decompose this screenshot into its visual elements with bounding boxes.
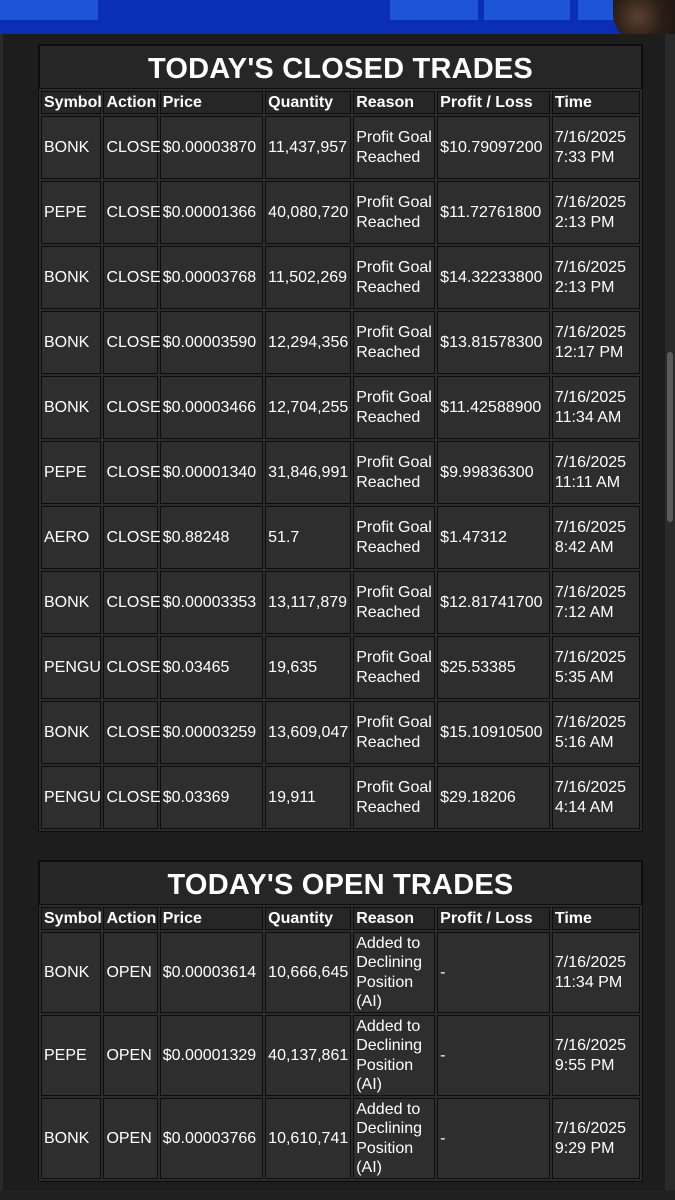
cell-profit-loss: - xyxy=(437,1015,550,1096)
bottom-edge xyxy=(0,1190,675,1200)
cell-price: $0.00003590 xyxy=(160,311,263,374)
cell-time xyxy=(552,311,640,374)
col-header-symbol[interactable]: Symbol xyxy=(41,907,101,930)
cell-action: CLOSE xyxy=(103,441,157,504)
table-row[interactable] xyxy=(41,376,640,439)
cell-quantity: 31,846,991 xyxy=(265,441,351,504)
cell-time xyxy=(552,571,640,634)
col-header-reason[interactable]: Reason xyxy=(353,91,435,114)
cell-time-text: 9:55 PM xyxy=(554,1056,615,1074)
cell-time xyxy=(552,636,640,699)
cell-action: CLOSE xyxy=(103,571,157,634)
cell-symbol: PEPE xyxy=(41,441,101,504)
cell-time-text: 11:34 PM xyxy=(554,973,623,991)
cell-quantity: 12,294,356 xyxy=(265,311,351,374)
cell-quantity: 10,666,645 xyxy=(265,932,351,1013)
cell-time xyxy=(552,376,640,439)
cell-quantity: 19,635 xyxy=(265,636,351,699)
closed-trades-table xyxy=(39,89,642,831)
table-row[interactable] xyxy=(41,1098,640,1179)
col-header-profit-loss[interactable]: Profit / Loss xyxy=(437,91,550,114)
cell-symbol: BONK xyxy=(41,932,101,1013)
cell-time-text: 7:12 AM xyxy=(554,603,614,621)
cell-action: OPEN xyxy=(103,932,157,1013)
cell-time-text: 5:16 AM xyxy=(554,733,614,751)
cell-quantity: 11,437,957 xyxy=(265,116,351,179)
cell-quantity: 13,117,879 xyxy=(265,571,351,634)
cell-price: $0.00003259 xyxy=(160,701,263,764)
cell-time-text: 7:33 PM xyxy=(554,148,615,166)
cell-action: CLOSE xyxy=(103,701,157,764)
col-header-reason[interactable]: Reason xyxy=(353,907,435,930)
nav-tab-2[interactable] xyxy=(390,0,478,20)
cell-date-text: 7/16/2025 xyxy=(554,714,627,731)
cell-symbol: BONK xyxy=(41,1098,101,1179)
cell-profit-loss: $25.53385 xyxy=(437,636,550,699)
cell-price: $0.03369 xyxy=(160,766,263,829)
cell-reason: Profit Goal Reached xyxy=(353,506,435,569)
cell-action: CLOSE xyxy=(103,246,157,309)
cell-quantity: 51.7 xyxy=(265,506,351,569)
cell-reason: Profit Goal Reached xyxy=(353,701,435,764)
table-row[interactable] xyxy=(41,441,640,504)
cell-profit-loss: $9.99836300 xyxy=(437,441,550,504)
cell-reason: Profit Goal Reached xyxy=(353,441,435,504)
cell-action: CLOSE xyxy=(103,181,157,244)
cell-reason: Profit Goal Reached xyxy=(353,116,435,179)
cell-reason: Profit Goal Reached xyxy=(353,571,435,634)
col-header-profit-loss[interactable]: Profit / Loss xyxy=(437,907,550,930)
cell-symbol: PENGU xyxy=(41,636,101,699)
table-row[interactable] xyxy=(41,181,640,244)
cell-action: OPEN xyxy=(103,1015,157,1096)
cell-profit-loss: $14.32233800 xyxy=(437,246,550,309)
col-header-action[interactable]: Action xyxy=(103,907,157,930)
cell-profit-loss: $10.79097200 xyxy=(437,116,550,179)
cell-time xyxy=(552,766,640,829)
scrollbar-track[interactable] xyxy=(665,34,675,1200)
table-row[interactable] xyxy=(41,701,640,764)
cell-symbol: BONK xyxy=(41,116,101,179)
cell-date-text: 7/16/2025 xyxy=(554,779,627,796)
table-row[interactable] xyxy=(41,636,640,699)
cell-action: CLOSE xyxy=(103,506,157,569)
cell-time xyxy=(552,701,640,764)
cell-quantity: 12,704,255 xyxy=(265,376,351,439)
cell-date-text: 7/16/2025 xyxy=(554,519,627,536)
cell-reason: Profit Goal Reached xyxy=(353,246,435,309)
col-header-price[interactable]: Price xyxy=(160,91,263,114)
nav-tab-4[interactable] xyxy=(578,0,614,20)
cell-profit-loss: $13.81578300 xyxy=(437,311,550,374)
cell-symbol: BONK xyxy=(41,571,101,634)
cell-action: CLOSE xyxy=(103,116,157,179)
cell-price: $0.00003353 xyxy=(160,571,263,634)
cell-price: $0.00003766 xyxy=(160,1098,263,1179)
cell-quantity: 11,502,269 xyxy=(265,246,351,309)
cell-date-text: 7/16/2025 xyxy=(554,129,627,146)
cell-time-text: 4:14 AM xyxy=(554,798,614,816)
top-nav-bar xyxy=(0,0,675,34)
table-row[interactable] xyxy=(41,506,640,569)
cell-time-text: 8:42 AM xyxy=(554,538,614,556)
cell-profit-loss: $1.47312 xyxy=(437,506,550,569)
cell-reason: Profit Goal Reached xyxy=(353,311,435,374)
cell-symbol: AERO xyxy=(41,506,101,569)
cell-time-text: 2:13 PM xyxy=(554,278,615,296)
scrollbar-thumb[interactable] xyxy=(667,352,673,522)
table-row[interactable] xyxy=(41,246,640,309)
cell-reason: Profit Goal Reached xyxy=(353,636,435,699)
cell-time xyxy=(552,506,640,569)
cell-time xyxy=(552,181,640,244)
cell-quantity: 13,609,047 xyxy=(265,701,351,764)
cell-reason: Added to Declining Position (AI) xyxy=(353,932,435,1013)
cell-action: CLOSE xyxy=(103,766,157,829)
cell-reason: Profit Goal Reached xyxy=(353,376,435,439)
cell-time xyxy=(552,116,640,179)
cell-profit-loss: $12.81741700 xyxy=(437,571,550,634)
cell-time-text: 11:34 AM xyxy=(554,408,622,426)
cell-date-text: 7/16/2025 xyxy=(554,1120,627,1137)
cell-time-text: 11:11 AM xyxy=(554,473,621,491)
cell-date-text: 7/16/2025 xyxy=(554,324,627,341)
table-header-row xyxy=(41,91,640,114)
col-header-time[interactable]: Time xyxy=(552,907,640,930)
open-trades-table xyxy=(39,905,642,1181)
table-row[interactable] xyxy=(41,116,640,179)
cell-date-text: 7/16/2025 xyxy=(554,259,627,276)
cell-price: $0.88248 xyxy=(160,506,263,569)
cell-price: $0.03465 xyxy=(160,636,263,699)
cell-time-text: 12:17 PM xyxy=(554,343,624,361)
table-row[interactable] xyxy=(41,932,640,1013)
col-header-quantity[interactable]: Quantity xyxy=(265,907,351,930)
nav-tab-3[interactable] xyxy=(484,0,570,20)
cell-price: $0.00001366 xyxy=(160,181,263,244)
cell-quantity: 10,610,741 xyxy=(265,1098,351,1179)
cell-time-text: 2:13 PM xyxy=(554,213,615,231)
cell-symbol: BONK xyxy=(41,311,101,374)
cell-profit-loss: - xyxy=(437,932,550,1013)
cell-symbol: BONK xyxy=(41,701,101,764)
table-row[interactable] xyxy=(41,766,640,829)
cell-date-text: 7/16/2025 xyxy=(554,584,627,601)
cell-price: $0.00003768 xyxy=(160,246,263,309)
cell-date-text: 7/16/2025 xyxy=(554,649,627,666)
open-trades-section xyxy=(38,860,643,1182)
closed-trades-title: TODAY'S CLOSED TRADES xyxy=(39,45,642,89)
cell-symbol: PEPE xyxy=(41,1015,101,1096)
cell-reason: Added to Declining Position (AI) xyxy=(353,1098,435,1179)
open-trades-title: TODAY'S OPEN TRADES xyxy=(39,861,642,905)
cell-profit-loss: $29.18206 xyxy=(437,766,550,829)
cell-time xyxy=(552,246,640,309)
cell-date-text: 7/16/2025 xyxy=(554,454,627,471)
table-row[interactable] xyxy=(41,1015,640,1096)
table-row[interactable] xyxy=(41,571,640,634)
cell-time xyxy=(552,932,640,1013)
cell-time xyxy=(552,1015,640,1096)
cell-action: CLOSE xyxy=(103,311,157,374)
cell-time xyxy=(552,1098,640,1179)
table-row[interactable] xyxy=(41,311,640,374)
cell-price: $0.00003466 xyxy=(160,376,263,439)
cell-quantity: 40,080,720 xyxy=(265,181,351,244)
cell-price: $0.00001340 xyxy=(160,441,263,504)
cell-reason: Profit Goal Reached xyxy=(353,766,435,829)
cell-date-text: 7/16/2025 xyxy=(554,389,627,406)
col-header-quantity[interactable]: Quantity xyxy=(265,91,351,114)
cell-time-text: 5:35 AM xyxy=(554,668,614,686)
cell-time xyxy=(552,441,640,504)
nav-tab-1[interactable] xyxy=(0,0,98,20)
cell-action: CLOSE xyxy=(103,376,157,439)
table-header-row xyxy=(41,907,640,930)
cell-price: $0.00003614 xyxy=(160,932,263,1013)
cell-profit-loss: $11.42588900 xyxy=(437,376,550,439)
cell-profit-loss: $15.10910500 xyxy=(437,701,550,764)
cell-symbol: PEPE xyxy=(41,181,101,244)
cell-reason: Added to Declining Position (AI) xyxy=(353,1015,435,1096)
cell-date-text: 7/16/2025 xyxy=(554,954,627,971)
col-header-symbol[interactable]: Symbol xyxy=(41,91,101,114)
col-header-action[interactable]: Action xyxy=(103,91,157,114)
cell-date-text: 7/16/2025 xyxy=(554,194,627,211)
closed-trades-section xyxy=(38,44,643,832)
cell-quantity: 40,137,861 xyxy=(265,1015,351,1096)
col-header-price[interactable]: Price xyxy=(160,907,263,930)
cell-profit-loss: - xyxy=(437,1098,550,1179)
cell-profit-loss: $11.72761800 xyxy=(437,181,550,244)
cell-time-text: 9:29 PM xyxy=(554,1139,615,1157)
cell-symbol: BONK xyxy=(41,246,101,309)
cell-reason: Profit Goal Reached xyxy=(353,181,435,244)
cell-date-text: 7/16/2025 xyxy=(554,1037,627,1054)
cell-action: CLOSE xyxy=(103,636,157,699)
cell-symbol: BONK xyxy=(41,376,101,439)
cell-action: OPEN xyxy=(103,1098,157,1179)
col-header-time[interactable]: Time xyxy=(552,91,640,114)
cell-symbol: PENGU xyxy=(41,766,101,829)
cell-price: $0.00001329 xyxy=(160,1015,263,1096)
cell-price: $0.00003870 xyxy=(160,116,263,179)
cell-quantity: 19,911 xyxy=(265,766,351,829)
